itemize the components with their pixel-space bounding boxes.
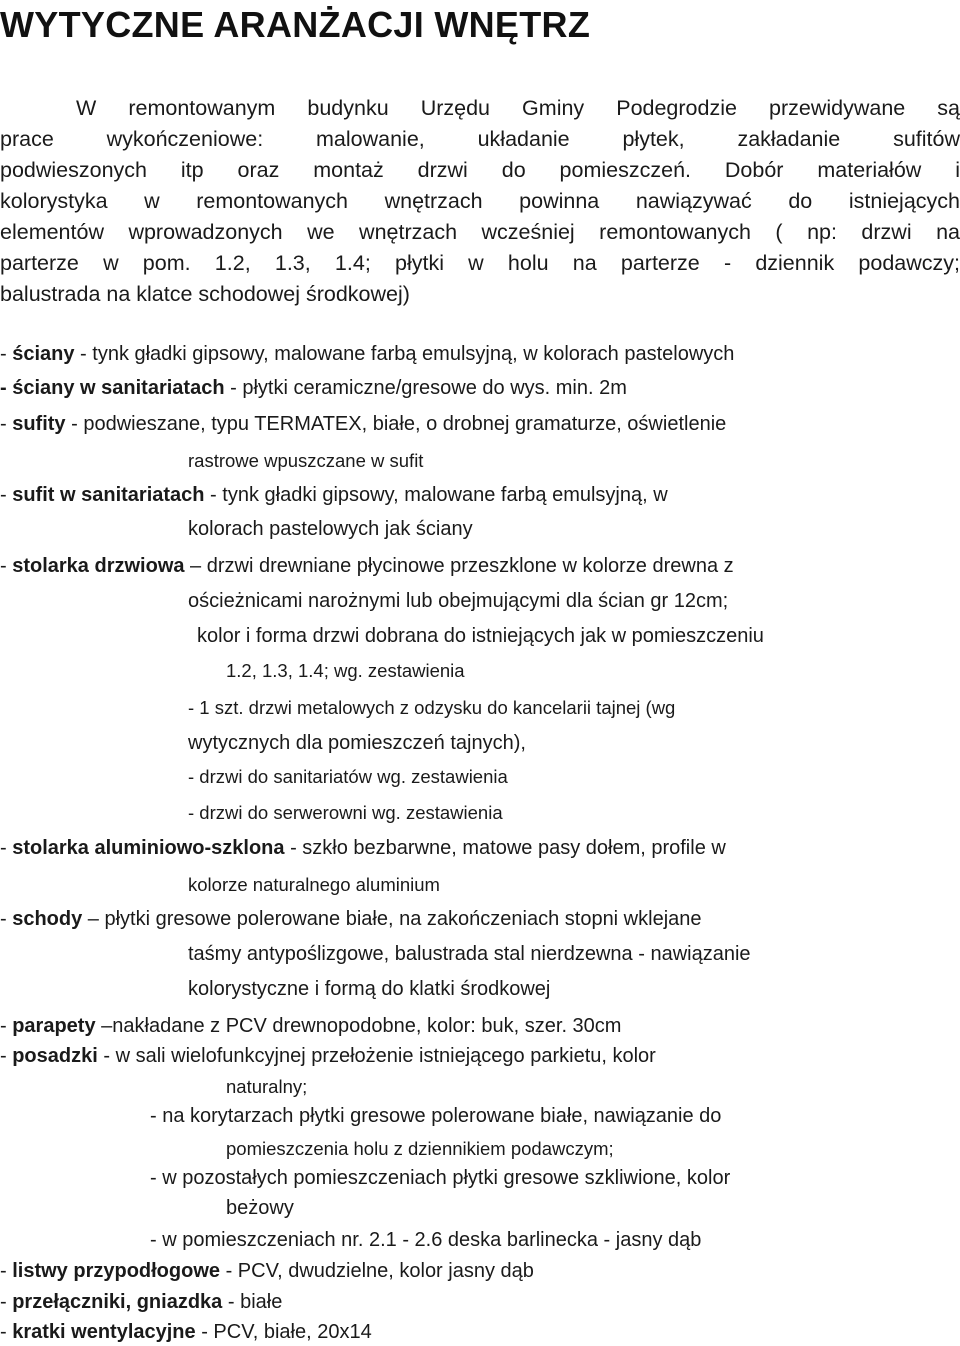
item-term: stolarka drzwiowa (12, 555, 185, 577)
item-term: sufity (12, 413, 66, 435)
list-item-continuation: - w pomieszczeniach nr. 2.1 - 2.6 deska barlinecka - jasny dąb (150, 1229, 702, 1251)
list-item-skirting (0, 1257, 534, 1285)
bullet-dash: - (0, 837, 13, 859)
item-term: schody (12, 908, 83, 930)
item-term: przełączniki, gniazdka (12, 1291, 223, 1313)
intro-line-4: kolorystyka w remontowanych wnętrzach powinna nawiązywać do istniejących (0, 189, 960, 213)
bullet-dash: - (0, 1045, 13, 1067)
list-item-continuation: 1.2, 1.3, 1.4; wg. zestawienia (226, 660, 465, 681)
item-text: – płytki gresowe polerowane białe, na zakończeniach stopni wklejane (82, 908, 702, 930)
item-text: – drzwi drewniane płycinowe przeszklone w kolorze drewna z (184, 555, 734, 577)
intro-line-5: elementów wprowadzonych we wnętrzach wcześniej remontowanych ( np: drzwi na (0, 220, 960, 244)
bullet-dash: - (0, 1015, 13, 1037)
list-item-bathroom-ceiling (0, 481, 668, 509)
item-term: ściany w sanitariatach (12, 377, 225, 399)
item-term: sufit w sanitariatach (12, 484, 205, 506)
list-item-bathroom-walls (0, 374, 627, 402)
list-item-continuation: taśmy antypoślizgowe, balustrada stal nierdzewna - nawiązanie (188, 943, 751, 965)
intro-line-1: W remontowanym budynku Urzędu Gminy Podegrodzie przewidywane są (76, 96, 960, 120)
item-text: - tynk gładki gipsowy, malowane farbą emulsyjną, w kolorach pastelowych (74, 343, 735, 365)
item-text: - szkło bezbarwne, matowe pasy dołem, profile w (284, 837, 726, 859)
list-item-continuation: rastrowe wpuszczane w sufit (188, 450, 424, 471)
item-text: - płytki ceramiczne/gresowe do wys. min. 2m (224, 377, 627, 399)
item-text: - PCV, białe, 20x14 (195, 1321, 372, 1343)
list-item-continuation: pomieszczenia holu z dziennikiem podawczym; (226, 1138, 614, 1159)
list-item-continuation: kolorystyczne i formą do klatki środkowej (188, 978, 551, 1000)
document-title: WYTYCZNE ARANŻACJI WNĘTRZ (0, 4, 591, 45)
bullet-dash: - (0, 413, 13, 435)
list-item-doors (0, 552, 734, 580)
item-term: stolarka aluminiowo-szklona (12, 837, 285, 859)
list-item-continuation: - w pozostałych pomieszczeniach płytki gresowe szkliwione, kolor (150, 1167, 731, 1189)
item-term: listwy przypodłogowe (12, 1260, 221, 1282)
item-term: ściany (12, 343, 75, 365)
list-item-floors (0, 1042, 656, 1070)
intro-line-7: balustrada na klatce schodowej środkowej) (0, 282, 410, 306)
list-item-continuation: - 1 szt. drzwi metalowych z odzysku do kancelarii tajnej (wg (188, 697, 676, 718)
item-text: - PCV, dwudzielne, kolor jasny dąb (220, 1260, 534, 1282)
list-item-ceilings (0, 410, 726, 438)
bullet-dash: - (0, 1291, 13, 1313)
list-item-switches (0, 1288, 282, 1316)
list-item-aluminium-glass (0, 834, 726, 862)
list-item-stairs (0, 905, 702, 933)
intro-line-3: podwieszonych itp oraz montaż drzwi do pomieszczeń. Dobór materiałów i (0, 158, 960, 182)
list-item-continuation: - na korytarzach płytki gresowe polerowane białe, nawiązanie do (150, 1105, 722, 1127)
item-text: - podwieszane, typu TERMATEX, białe, o drobnej gramaturze, oświetlenie (65, 413, 727, 435)
item-text: - w sali wielofunkcyjnej przełożenie istniejącego parkietu, kolor (97, 1045, 656, 1067)
list-item-continuation: - drzwi do sanitariatów wg. zestawienia (188, 766, 508, 787)
item-text: - białe (222, 1291, 283, 1313)
item-term: kratki wentylacyjne (12, 1321, 196, 1343)
item-term: parapety (12, 1015, 96, 1037)
intro-line-2: prace wykończeniowe: malowanie, układanie płytek, zakładanie sufitów (0, 127, 960, 151)
bullet-dash: - (0, 555, 13, 577)
bullet-dash: - (0, 484, 13, 506)
list-item-continuation: wytycznych dla pomieszczeń tajnych), (188, 732, 526, 754)
bullet-dash: - (0, 1260, 13, 1282)
list-item-continuation: kolorach pastelowych jak ściany (188, 518, 473, 540)
item-term: posadzki (12, 1045, 98, 1067)
list-item-vents (0, 1318, 372, 1346)
bullet-dash: - (0, 1321, 13, 1343)
list-item-continuation: - drzwi do serwerowni wg. zestawienia (188, 802, 503, 823)
list-item-continuation: beżowy (226, 1197, 294, 1219)
bullet-dash: - (0, 343, 13, 365)
item-text: - tynk gładki gipsowy, malowane farbą emulsyjną, w (204, 484, 668, 506)
bullet-dash: - (0, 908, 13, 930)
list-item-continuation: ościeżnicami narożnymi lub obejmującymi dla ścian gr 12cm; (188, 590, 729, 612)
list-item-walls (0, 340, 734, 368)
list-item-continuation: kolor i forma drzwi dobrana do istniejących jak w pomieszczeniu (197, 625, 764, 647)
list-item-continuation: kolorze naturalnego aluminium (188, 874, 440, 895)
bullet-dash: - (0, 377, 13, 399)
item-text: –nakładane z PCV drewnopodobne, kolor: buk, szer. 30cm (95, 1015, 622, 1037)
intro-line-6: parterze w pom. 1.2, 1.3, 1.4; płytki w holu na parterze - dziennik podawczy; (0, 251, 960, 275)
list-item-window-sills (0, 1012, 621, 1040)
list-item-continuation: naturalny; (226, 1076, 308, 1097)
